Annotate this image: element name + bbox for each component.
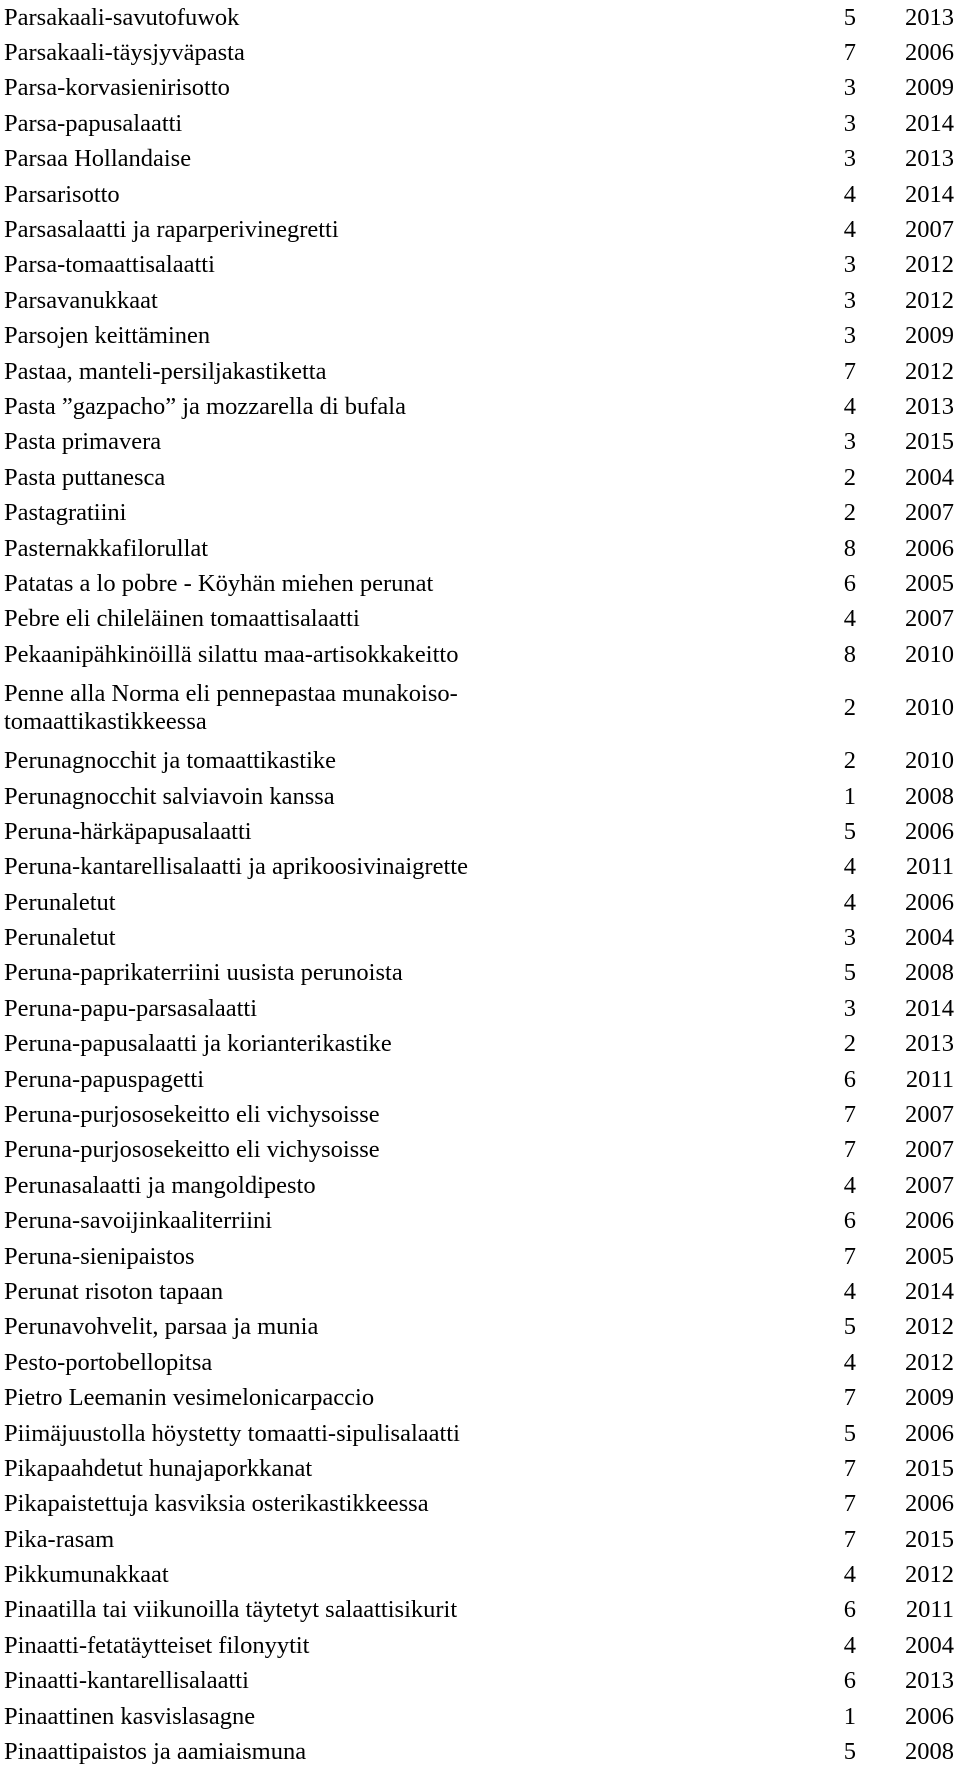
recipe-year: 2012 — [905, 1348, 954, 1376]
recipe-name: Perunat risoton tapaan — [4, 1277, 224, 1305]
table-row — [4, 142, 954, 177]
recipe-year: 2013 — [905, 1667, 954, 1695]
recipe-count: 7 — [843, 1490, 856, 1518]
recipe-count: 3 — [843, 428, 856, 456]
recipe-year: 2006 — [905, 888, 954, 916]
recipe-name-cell — [4, 1310, 816, 1345]
recipe-count: 7 — [843, 1454, 856, 1482]
recipe-count: 7 — [843, 39, 856, 67]
recipe-count: 2 — [843, 747, 856, 775]
recipe-count: 4 — [843, 1277, 856, 1305]
table-row — [4, 1664, 954, 1699]
recipe-name: Piimäjuustolla höystetty tomaatti-sipulisalaatti — [4, 1419, 460, 1447]
recipe-name-cell — [4, 106, 816, 141]
recipe-name-cell — [4, 779, 816, 814]
recipe-name-cell — [4, 531, 816, 566]
recipe-name: Peruna-papu-parsasalaatti — [4, 994, 258, 1022]
recipe-name: Perunagnocchit ja tomaattikastike — [4, 747, 337, 775]
recipe-count: 5 — [843, 3, 856, 31]
recipe-name: Peruna-purjososekeitto eli vichysoisse — [4, 1101, 380, 1129]
recipe-count: 3 — [843, 74, 856, 102]
table-row — [4, 1699, 954, 1734]
recipe-count: 5 — [843, 1419, 856, 1447]
recipe-name: Parsavanukkaat — [4, 286, 158, 314]
recipe-name-cell — [4, 71, 816, 106]
recipe-year: 2012 — [905, 251, 954, 279]
recipe-year: 2010 — [905, 640, 954, 668]
recipe-name: Pesto-portobellopitsa — [4, 1348, 213, 1376]
recipe-name: Parsa-tomaattisalaatti — [4, 251, 215, 279]
recipe-name-cell — [4, 1168, 816, 1203]
recipe-name-cell — [4, 495, 816, 530]
recipe-name: Parsojen keittäminen — [4, 322, 211, 350]
recipe-name: Pietro Leemanin vesimelonicarpaccio — [4, 1384, 375, 1412]
recipe-count: 4 — [843, 1631, 856, 1659]
recipe-name-cell — [4, 920, 816, 955]
table-row — [4, 602, 954, 637]
recipe-name: Pikkumunakkaat — [4, 1561, 169, 1589]
recipe-year: 2007 — [905, 499, 954, 527]
recipe-name: Patatas a lo pobre - Köyhän miehen perunat — [4, 569, 434, 597]
recipe-name: Pinaattipaistos ja aamiaismuna — [4, 1738, 307, 1766]
recipe-name-cell — [4, 212, 816, 247]
table-row — [4, 319, 954, 354]
recipe-year: 2004 — [905, 924, 954, 952]
recipe-name: Pikapaahdetut hunajaporkkanat — [4, 1454, 313, 1482]
table-row — [4, 35, 954, 70]
recipe-name-cell — [4, 1239, 816, 1274]
table-row — [4, 743, 954, 778]
recipe-name: Parsarisotto — [4, 180, 120, 208]
recipe-name: Peruna-kantarellisalaatti ja aprikoosivinaigrette — [4, 853, 468, 881]
recipe-name: Pasta puttanesca — [4, 463, 166, 491]
recipe-name: Parsa-korvasienirisotto — [4, 74, 230, 102]
recipe-year: 2011 — [905, 1065, 954, 1093]
recipe-count: 3 — [843, 145, 856, 173]
recipe-name: Peruna-paprikaterriini uusista perunoista — [4, 959, 403, 987]
recipe-count: 1 — [843, 782, 856, 810]
recipe-year: 2014 — [905, 180, 954, 208]
recipe-name-cell — [4, 814, 816, 849]
recipe-name: Peruna-papusalaatti ja korianterikastike — [4, 1030, 392, 1058]
recipe-year: 2006 — [905, 1490, 954, 1518]
recipe-year: 2012 — [905, 286, 954, 314]
recipe-name-cell — [4, 1345, 816, 1380]
recipe-name-cell — [4, 1097, 816, 1132]
table-row — [4, 1027, 954, 1062]
recipe-name: Parsaa Hollandaise — [4, 145, 192, 173]
recipe-year: 2007 — [905, 605, 954, 633]
recipe-count: 7 — [843, 1101, 856, 1129]
recipe-count: 2 — [843, 499, 856, 527]
recipe-name: Pebre eli chileläinen tomaattisalaatti — [4, 605, 360, 633]
table-row — [4, 779, 954, 814]
recipe-name: Peruna-härkäpapusalaatti — [4, 817, 252, 845]
recipe-count: 3 — [843, 322, 856, 350]
recipe-name: Pasta ”gazpacho” ja mozzarella di bufala — [4, 392, 406, 420]
recipe-name: Parsa-papusalaatti — [4, 109, 183, 137]
recipe-year: 2006 — [905, 1702, 954, 1730]
recipe-year: 2013 — [905, 1030, 954, 1058]
recipe-name: Pinaatti-fetatäytteiset filonyytit — [4, 1631, 310, 1659]
recipe-year: 2006 — [905, 817, 954, 845]
recipe-year: 2009 — [905, 74, 954, 102]
table-row — [4, 956, 954, 991]
recipe-name-cell — [4, 566, 816, 601]
table-row — [4, 0, 954, 35]
recipe-year: 2011 — [905, 1596, 954, 1624]
recipe-name-cell — [4, 850, 816, 885]
recipe-year: 2013 — [905, 3, 954, 31]
recipe-name: Pastagratiini — [4, 499, 127, 527]
recipe-name: Pasta primavera — [4, 428, 162, 456]
recipe-name: Parsakaali-täysjyväpasta — [4, 39, 245, 67]
recipe-name-cell — [4, 35, 816, 70]
recipe-count: 7 — [843, 1384, 856, 1412]
table-row — [4, 850, 954, 885]
recipe-name-cell — [4, 885, 816, 920]
recipe-count: 5 — [843, 1738, 856, 1766]
recipe-year: 2005 — [905, 569, 954, 597]
recipe-name: Perunaletut — [4, 924, 116, 952]
recipe-count: 7 — [843, 1136, 856, 1164]
recipe-year: 2010 — [905, 747, 954, 775]
recipe-name: Peruna-sienipaistos — [4, 1242, 195, 1270]
recipe-name: Peruna-papuspagetti — [4, 1065, 205, 1093]
recipe-name-cell — [4, 177, 816, 212]
recipe-name-cell — [4, 319, 816, 354]
recipe-year: 2007 — [905, 1101, 954, 1129]
table-row — [4, 1097, 954, 1132]
recipe-count: 6 — [843, 1596, 856, 1624]
recipe-name-cell — [4, 602, 816, 637]
recipe-count: 4 — [843, 853, 856, 881]
table-row — [4, 106, 954, 141]
recipe-year: 2013 — [905, 392, 954, 420]
recipe-year: 2006 — [905, 39, 954, 67]
recipe-name: Pika-rasam — [4, 1525, 115, 1553]
recipe-year: 2014 — [905, 109, 954, 137]
recipe-year: 2008 — [905, 959, 954, 987]
recipe-index-rows — [4, 0, 954, 1770]
recipe-count: 7 — [843, 1242, 856, 1270]
recipe-year: 2006 — [905, 1419, 954, 1447]
recipe-year: 2006 — [905, 1207, 954, 1235]
recipe-name-cell — [4, 991, 816, 1026]
table-row — [4, 1345, 954, 1380]
recipe-year: 2014 — [905, 1277, 954, 1305]
recipe-name: Perunagnocchit salviavoin kanssa — [4, 782, 335, 810]
recipe-count: 3 — [843, 109, 856, 137]
table-row — [4, 354, 954, 389]
table-row — [4, 283, 954, 318]
table-row — [4, 814, 954, 849]
table-row — [4, 1310, 954, 1345]
table-row — [4, 389, 954, 424]
recipe-year: 2011 — [905, 853, 954, 881]
table-row — [4, 248, 954, 283]
recipe-count: 6 — [843, 1667, 856, 1695]
recipe-year: 2008 — [905, 1738, 954, 1766]
recipe-name-cell — [4, 1274, 816, 1309]
recipe-name: Pinaatti-kantarellisalaatti — [4, 1667, 249, 1695]
recipe-count: 8 — [843, 640, 856, 668]
recipe-count: 3 — [843, 286, 856, 314]
recipe-name: Pekaanipähkinöillä silattu maa-artisokkakeitto — [4, 640, 459, 668]
recipe-name-cell — [4, 1487, 816, 1522]
table-row — [4, 1274, 954, 1309]
recipe-name-cell — [4, 248, 816, 283]
table-row — [4, 1487, 954, 1522]
recipe-count: 2 — [843, 693, 856, 721]
recipe-name: Perunasalaatti ja mangoldipesto — [4, 1171, 316, 1199]
table-row — [4, 1062, 954, 1097]
recipe-year: 2004 — [905, 1631, 954, 1659]
recipe-name-cell — [4, 142, 816, 177]
recipe-year: 2012 — [905, 1313, 954, 1341]
recipe-name: Peruna-savoijinkaaliterriini — [4, 1207, 273, 1235]
table-row — [4, 1239, 954, 1274]
table-row — [4, 1451, 954, 1486]
table-row — [4, 177, 954, 212]
recipe-year: 2008 — [905, 782, 954, 810]
recipe-year: 2015 — [905, 1454, 954, 1482]
table-row — [4, 1168, 954, 1203]
table-row — [4, 637, 954, 672]
recipe-count: 6 — [843, 569, 856, 597]
recipe-name-cell — [4, 389, 816, 424]
table-row — [4, 920, 954, 955]
recipe-name-cell — [4, 0, 816, 35]
recipe-name-cell — [4, 1204, 816, 1239]
recipe-count: 6 — [843, 1065, 856, 1093]
table-row — [4, 1522, 954, 1557]
table-row — [4, 460, 954, 495]
recipe-count: 1 — [843, 1702, 856, 1730]
recipe-count: 4 — [843, 1348, 856, 1376]
recipe-count: 4 — [843, 180, 856, 208]
recipe-name: Pastaa, manteli-persiljakastiketta — [4, 357, 327, 385]
recipe-name-cell — [4, 1664, 816, 1699]
recipe-year: 2009 — [905, 1384, 954, 1412]
recipe-count: 7 — [843, 357, 856, 385]
recipe-name-cell — [4, 1416, 816, 1451]
recipe-year: 2004 — [905, 463, 954, 491]
recipe-count: 4 — [843, 392, 856, 420]
recipe-count: 7 — [843, 1525, 856, 1553]
recipe-name: Pinaatilla tai viikunoilla täytetyt salaattisikurit — [4, 1596, 458, 1624]
recipe-name-cell — [4, 1380, 816, 1415]
table-row — [4, 1416, 954, 1451]
recipe-name: Pikapaistettuja kasviksia osterikastikkeessa — [4, 1490, 429, 1518]
table-row — [4, 531, 954, 566]
table-row — [4, 1380, 954, 1415]
recipe-name-cell — [4, 1734, 816, 1769]
table-row — [4, 495, 954, 530]
recipe-name: Perunavohvelit, parsaa ja munia — [4, 1313, 319, 1341]
table-row — [4, 1734, 954, 1769]
recipe-name: Parsasalaatti ja raparperivinegretti — [4, 216, 339, 244]
recipe-name: Pasternakkafilorullat — [4, 534, 209, 562]
recipe-name-cell — [4, 956, 816, 991]
recipe-name: Peruna-purjososekeitto eli vichysoisse — [4, 1136, 380, 1164]
recipe-name-cell — [4, 1593, 816, 1628]
recipe-year: 2014 — [905, 994, 954, 1022]
table-row — [4, 1133, 954, 1168]
recipe-name-cell — [4, 1133, 816, 1168]
table-row — [4, 1204, 954, 1239]
recipe-year: 2007 — [905, 1136, 954, 1164]
recipe-year: 2007 — [905, 1171, 954, 1199]
recipe-year: 2012 — [905, 357, 954, 385]
recipe-year: 2015 — [905, 1525, 954, 1553]
recipe-name-cell — [4, 1557, 816, 1592]
table-row — [4, 566, 954, 601]
recipe-count: 5 — [843, 817, 856, 845]
recipe-count: 4 — [843, 1171, 856, 1199]
recipe-year: 2007 — [905, 216, 954, 244]
recipe-count: 6 — [843, 1207, 856, 1235]
recipe-name: Perunaletut — [4, 888, 116, 916]
table-row — [4, 991, 954, 1026]
recipe-count: 4 — [843, 888, 856, 916]
recipe-year: 2012 — [905, 1561, 954, 1589]
table-row — [4, 1628, 954, 1663]
table-row — [4, 1557, 954, 1592]
recipe-count: 3 — [843, 251, 856, 279]
recipe-year: 2013 — [905, 145, 954, 173]
recipe-name-cell — [4, 1062, 816, 1097]
recipe-count: 2 — [843, 1030, 856, 1058]
table-row — [4, 672, 954, 743]
recipe-count: 4 — [843, 1561, 856, 1589]
table-row — [4, 1593, 954, 1628]
table-row — [4, 885, 954, 920]
recipe-year: 2010 — [905, 693, 954, 721]
recipe-name-cell — [4, 1699, 816, 1734]
recipe-name-cell — [4, 743, 816, 778]
recipe-count: 5 — [843, 959, 856, 987]
recipe-name-cell — [4, 1522, 816, 1557]
recipe-name-cell — [4, 354, 816, 389]
recipe-name-cell — [4, 672, 816, 743]
recipe-count: 4 — [843, 605, 856, 633]
recipe-name-cell — [4, 1628, 816, 1663]
recipe-name-cell — [4, 283, 816, 318]
recipe-year: 2009 — [905, 322, 954, 350]
recipe-count: 3 — [843, 924, 856, 952]
recipe-name-cell — [4, 1451, 816, 1486]
recipe-name-cell — [4, 460, 816, 495]
recipe-year: 2015 — [905, 428, 954, 456]
recipe-count: 8 — [843, 534, 856, 562]
recipe-name-cell — [4, 1027, 816, 1062]
recipe-count: 4 — [843, 216, 856, 244]
recipe-index-table — [4, 0, 954, 1770]
table-row — [4, 71, 954, 106]
recipe-count: 5 — [843, 1313, 856, 1341]
table-row — [4, 212, 954, 247]
recipe-name-cell — [4, 637, 816, 672]
recipe-count: 2 — [843, 463, 856, 491]
recipe-name: Parsakaali-savutofuwok — [4, 3, 240, 31]
recipe-name: Penne alla Norma eli pennepastaa munakoiso-tomaattikastikkeessa — [4, 679, 458, 735]
recipe-year: 2006 — [905, 534, 954, 562]
recipe-name: Pinaattinen kasvislasagne — [4, 1702, 256, 1730]
recipe-count: 3 — [843, 994, 856, 1022]
recipe-name-cell — [4, 425, 816, 460]
recipe-year: 2005 — [905, 1242, 954, 1270]
table-row — [4, 425, 954, 460]
